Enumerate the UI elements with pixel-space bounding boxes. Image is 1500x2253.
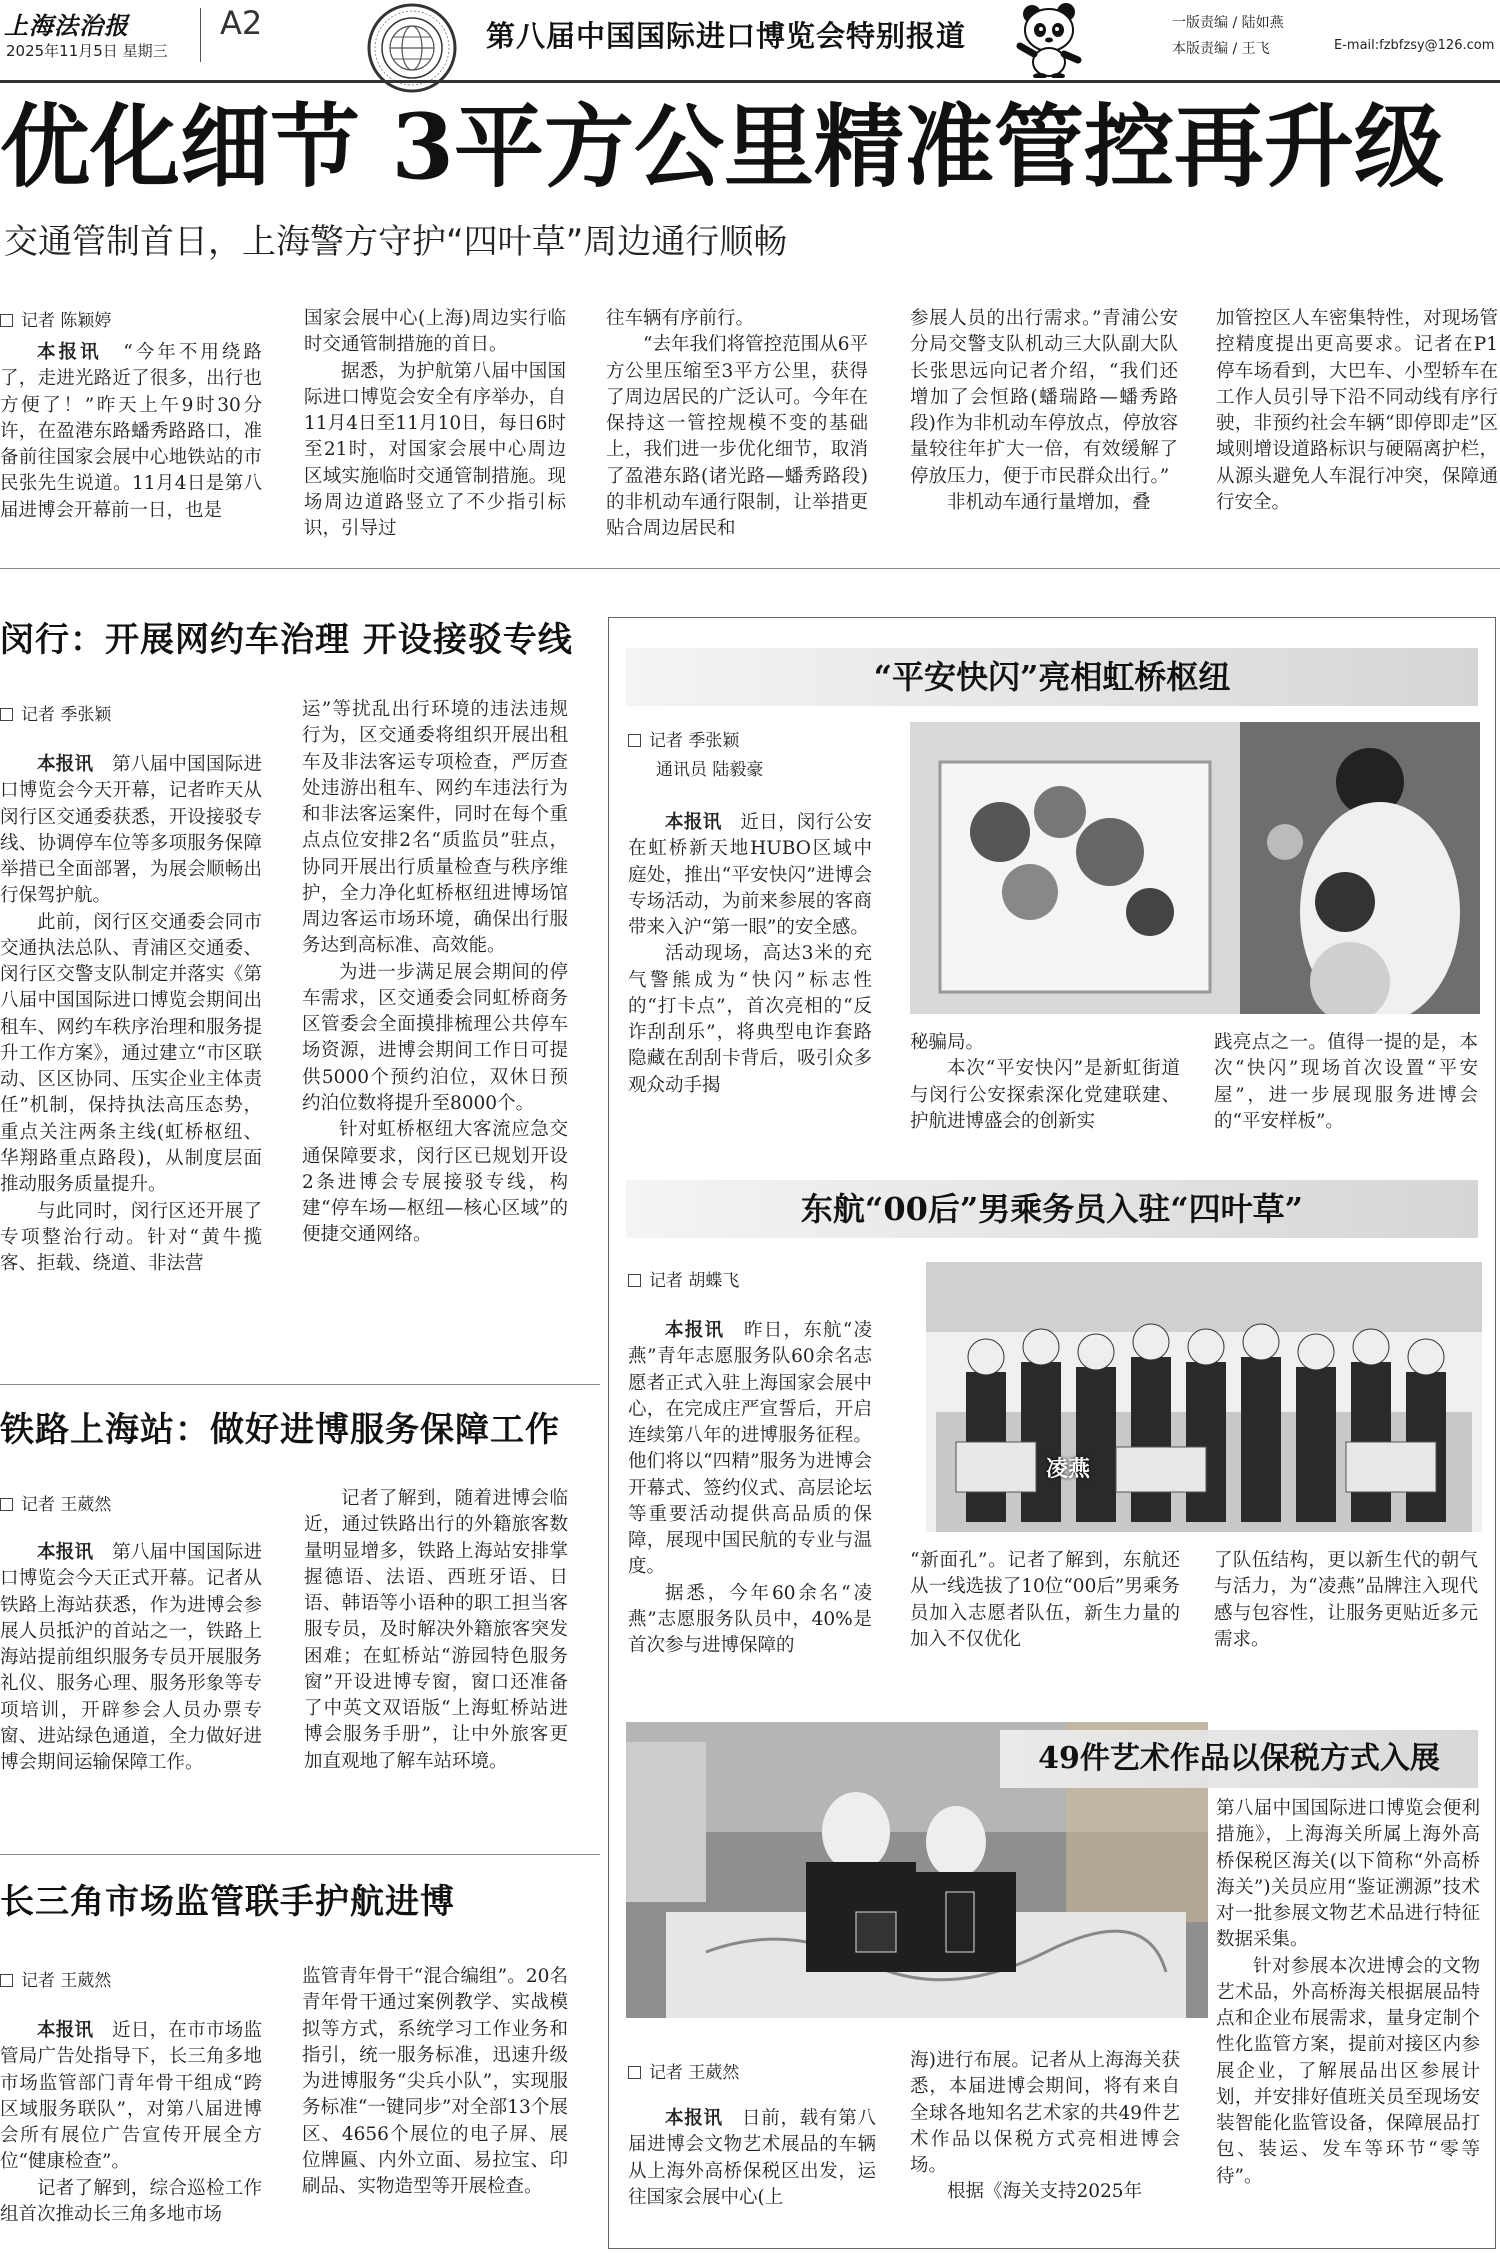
paragraph [910, 490, 1178, 516]
square-bullet-icon [0, 314, 13, 327]
paragraph [304, 306, 566, 359]
lead-story-bottom-rule [0, 568, 1500, 569]
paragraph-text: 秘骗局。 [910, 1032, 985, 1053]
paragraph [910, 2179, 1180, 2205]
paragraph [628, 810, 872, 941]
airline-byline: 记者 胡蝶飞 [628, 1266, 739, 1291]
airline-heading: 东航“00后”男乘务员入驻“四叶草” [626, 1180, 1478, 1238]
safety-byline: 记者 季张颖 [628, 726, 739, 751]
lead-story-col-3 [606, 306, 868, 542]
paragraph-text: 此前，闵行区交通委会同市交通执法总队、青浦区交通委、闵行区交警支队制定并落实《第八届中国国际进口博览会期间出租车、网约车秩序治理和服务提升工作方案》，通过建立“市区联动、区区协同、压实企业主体责任”机制，保持执法高压态势，重点关注两条主线(虹桥枢纽、华翔路重点路段)，从制度层面推动服务质量提升。 [0, 911, 262, 1196]
paragraph-text: 第八届中国国际进口博览会便利措施》，上海海关所属上海外高桥保税区海关(以下简称“外高桥海关”)关员应用“鉴证溯源”技术对一批参展文物艺术品进行特征数据采集。 [1216, 1798, 1480, 1951]
railway-col-2 [304, 1486, 568, 1775]
lead-story-col-4 [910, 306, 1178, 516]
minhang-bottom-rule [0, 1384, 600, 1385]
paragraph [910, 1548, 1180, 1653]
paragraph [1216, 1796, 1480, 1954]
main-headline: 优化细节 3平方公里精准管控再升级 [0, 94, 1444, 200]
safety-photo [910, 722, 1480, 1014]
lead-label: 本报讯 [37, 342, 124, 363]
paragraph [628, 941, 872, 1099]
paragraph-text: 针对虹桥枢纽大客流应急交通保障要求，闵行区已规划开设2条进博会专展接驳专线，构建“停车场—枢纽—核心区域”的便捷交通网络。 [302, 1119, 568, 1246]
railway-col-1 [0, 1540, 262, 1776]
paragraph [628, 2106, 876, 2211]
square-bullet-icon [0, 1974, 13, 1987]
paragraph-text: 记者了解到，随着进博会临近，通过铁路出行的外籍旅客数量明显增多，铁路上海站安排掌握德语、法语、西班牙语、日语、韩语等小语种的职工担当客服专员，及时解决外籍旅客突发困难；在虹桥站“游园特色服务窗”开设进博专窗，窗口还准备了中英文双语版“上海虹桥站进博会服务手册”，让中外旅客更加直观地了解车站环境。 [304, 1488, 568, 1772]
paragraph [0, 2018, 262, 2176]
paragraph [0, 1540, 262, 1776]
yrd-col-2 [302, 1964, 568, 2200]
minhang-heading: 闵行：开展网约车治理 开设接驳专线 [0, 620, 573, 660]
safety-byline-2: 通讯员 陆毅豪 [656, 760, 764, 780]
railway-heading: 铁路上海站：做好进博服务保障工作 [0, 1410, 560, 1450]
square-bullet-icon [628, 734, 641, 747]
minhang-col-1 [0, 752, 262, 1277]
paragraph-text: 与此同时，闵行区还开展了专项整治行动。针对“黄牛揽客、拒载、绕道、非法营 [0, 1200, 262, 1275]
editor-front: 一版责编 / 陆如燕 [1172, 15, 1284, 31]
paragraph-text: 记者了解到，综合巡检工作组首次推动长三角多地市场 [0, 2177, 262, 2225]
lead-story-byline: 记者 陈颖婷 [0, 306, 111, 331]
page-number: A2 [220, 4, 263, 42]
editor-page: 本版责编 / 王飞 [1172, 41, 1270, 57]
paragraph-text: 日前，载有第八届进博会文物艺术展品的车辆从上海外高桥保税区出发，运往国家会展中心(上 [628, 2108, 876, 2208]
paragraph-text: 近日，闵行公安在虹桥新天地HUBO区域中庭处，推出“平安快闪”进博会专场活动，为前来参展的客商带来入沪“第一眼”的安全感。 [628, 812, 872, 939]
lead-label: 本报讯 [37, 2020, 113, 2041]
art-col-right [1216, 1796, 1480, 2190]
safety-heading: “平安快闪”亮相虹桥枢纽 [626, 648, 1478, 706]
paragraph [910, 306, 1178, 490]
art-col-1 [628, 2106, 876, 2211]
paragraph [302, 1117, 568, 1248]
lead-story-col-1 [0, 340, 262, 524]
paragraph [628, 1581, 872, 1660]
minhang-byline: 记者 季张颖 [0, 700, 111, 725]
editor-email: E-mail:fzbfzsy@126.com [1334, 38, 1495, 53]
paragraph-text: 据悉，为护航第八届中国国际进口博览会安全有序举办，自11月4日至11月10日，每日6时至21时，对国家会展中心周边区域实施临时交通管制措施。现场周边道路竖立了不少指引标识，引导过 [304, 360, 566, 540]
lead-label: 本报讯 [37, 1542, 113, 1563]
lead-label: 本报讯 [665, 2108, 742, 2129]
airline-photo-sign: 凌燕 [1046, 1457, 1091, 1482]
paragraph-text: 第八届中国国际进口博览会今天正式开幕。记者从铁路上海站获悉，作为进博会参展人员抵沪的首站之一，铁路上海站提前组织服务专员开展服务礼仪、服务心理、服务形象等专项培训，开辟参会人员办票专窗、进站绿色通道，全力做好进博会期间运输保障工作。 [0, 1542, 262, 1774]
square-bullet-icon [0, 708, 13, 721]
airline-col-2 [910, 1548, 1180, 1653]
paragraph [910, 1056, 1180, 1135]
safety-col-2 [910, 1030, 1180, 1135]
paragraph-text: 本次“平安快闪”是新虹街道与闵行公安探索深化党建联建、护航进博盛会的创新实 [910, 1058, 1180, 1132]
panda-mascot-icon [1016, 2, 1088, 78]
paragraph [304, 359, 566, 543]
square-bullet-icon [628, 2066, 641, 2079]
paragraph-text: 践亮点之一。值得一提的是，本次“快闪”现场首次设置“平安屋”，进一步展现服务进博会的“平安样板”。 [1214, 1032, 1478, 1132]
paragraph [1214, 1030, 1478, 1135]
yrd-byline: 记者 王葳然 [0, 1966, 111, 1991]
paragraph-text: 往车辆有序前行。 [606, 308, 755, 329]
paragraph [606, 332, 868, 542]
square-bullet-icon [628, 1274, 641, 1287]
paragraph [1214, 1548, 1478, 1653]
safety-col-3 [1214, 1030, 1478, 1135]
paragraph-text: 参展人员的出行需求。”青浦公安分局交警支队机动三大队副大队长张思远向记者介绍，“我们还增加了会恒路(蟠瑞路—蟠秀路段)作为非机动车停放点，停放容量较往年扩大一倍，有效缓解了停放压力，便于市民群众出行。” [910, 308, 1178, 487]
paragraph [302, 960, 568, 1118]
paragraph-text: 根据《海关支持2025年 [947, 2181, 1143, 2203]
yrd-col-1 [0, 2018, 262, 2228]
newspaper-logo: 上海法治报 [4, 11, 129, 40]
paragraph-text: 加管控区人车密集特性，对现场管控精度提出更高要求。记者在P1停车场看到，大巴车、小型轿车在工作人员引导下沿不同动线有序行驶，非预约社会车辆“即停即走”区域则增设道路标识与硬隔离护栏，从源头避免人车混行冲突，保障通行安全。 [1216, 308, 1498, 513]
paragraph-text: 昨日，东航“凌燕”青年志愿服务队60余名志愿者正式入驻上海国家会展中心，在完成庄严宣誓后，开启连续第八年的进博服务征程。他们将以“四精”服务为进博会开幕式、签约仪式、高层论坛等重要活动提供高品质的保障，展现中国民航的专业与温度。 [628, 1320, 872, 1578]
paragraph [0, 340, 262, 524]
minhang-col-2 [302, 697, 568, 1249]
paragraph [628, 1318, 872, 1581]
paragraph [0, 1199, 262, 1278]
paragraph-text: 运”等扰乱出行环境的违法违规行为，区交通委将组织开展出租车及非法客运专项检查，严厉查处违游出租车、网约车违法行为和非法客运案件，同时在每个重点点位安排2名“质监员”驻点，协同开展出行质量检查与秩序维护，全力净化虹桥枢纽进博场馆周边客运市场环境，确保出行服务达到高标准、高效能。 [302, 699, 568, 957]
paragraph [606, 306, 868, 332]
lead-label: 本报讯 [37, 754, 113, 775]
paragraph-text: 非机动车通行量增加，叠 [947, 491, 1151, 513]
airline-photo [926, 1262, 1482, 1532]
special-report-title: 第八届中国国际进口博览会特别报道 [486, 19, 967, 53]
yrd-heading: 长三角市场监管联手护航进博 [0, 1882, 455, 1922]
paragraph [910, 2048, 1180, 2179]
paragraph-text: 近日，在市市场监管局广告处指导下，长三角多地市场监管部门青年骨干组成“跨区域服务联队”，对第八届进博会所有展位广告宣传开展全方位“健康检查”。 [0, 2020, 262, 2173]
paragraph-text: 据悉，今年60余名“凌燕”志愿服务队员中，40%是首次参与进博保障的 [628, 1582, 872, 1657]
lead-label: 本报讯 [665, 812, 741, 833]
masthead [0, 0, 1500, 78]
paragraph-text: 国家会展中心(上海)周边实行临时交通管制措施的首日。 [304, 308, 566, 356]
railway-byline: 记者 王葳然 [0, 1490, 111, 1515]
paragraph [1216, 1954, 1480, 2190]
masthead-rule [0, 80, 1500, 83]
paragraph [0, 910, 262, 1199]
paragraph-text: 为进一步满足展会期间的停车需求，区交通委会同虹桥商务区管委会全面摸排梳理公共停车场资源，进博会期间工作日可提供5000个预约泊位，双休日预约泊位数将提升至8000个。 [302, 961, 568, 1114]
paragraph [302, 1964, 568, 2200]
airline-col-1 [628, 1318, 872, 1659]
paragraph-text: 监管青年骨干“混合编组”。20名青年骨干通过案例教学、实战模拟等方式，系统学习工作业务和指引，统一服务标准，迅速升级为进博服务“尖兵小队”，实现服务标准“一键同步”对全部13个展区、4656个展位的电子屏、展位牌匾、内外立面、易拉宝、印刷品、实物造型等开展检查。 [302, 1966, 568, 2198]
paragraph [0, 752, 262, 910]
paragraph [1216, 306, 1498, 516]
paragraph-text: “今年不用绕路了，走进光路近了很多，出行也方便了！”昨天上午9时30分许，在盈港东路蟠秀路路口，准备前往国家会展中心地铁站的市民张先生说道。11月4日是第八届进博会开幕前一日，也是 [0, 342, 262, 521]
issue-date: 2025年11月5日 星期三 [6, 42, 168, 60]
lead-label: 本报讯 [665, 1320, 745, 1341]
art-col-2 [910, 2048, 1180, 2206]
paragraph-text: 了队伍结构，更以新生代的朝气与活力，为“凌燕”品牌注入现代感与包容性，让服务更贴近多元需求。 [1214, 1550, 1478, 1650]
art-heading: 49件艺术作品以保税方式入展 [1000, 1730, 1478, 1788]
paragraph-text: 活动现场，高达3米的充气警熊成为“快闪”标志性的“打卡点”，首次亮相的“反诈刮刮乐”，将典型电诈套路隐藏在刮刮卡背后，吸引众多观众动手揭 [628, 943, 872, 1096]
paragraph [910, 1030, 1180, 1056]
safety-col-1 [628, 810, 872, 1099]
paragraph-text: “去年我们将管控范围从6平方公里压缩至3平方公里，获得了周边居民的广泛认可。今年在保持这一管控规模不变的基础上，我们进一步优化细节，取消了盈港东路(诸光路—蟠秀路段)的非机动车通行限制，让举措更贴合周边居民和 [606, 334, 868, 540]
paragraph-text: 第八届中国国际进口博览会今天开幕，记者昨天从闵行区交通委获悉，开设接驳专线、协调停车位等多项服务保障举措已全面部署，为展会顺畅出行保驾护航。 [0, 754, 262, 907]
lead-story-col-5 [1216, 306, 1498, 516]
paragraph-text: 针对参展本次进博会的文物艺术品，外高桥海关根据展品特点和企业布展需求，量身定制个性化监管方案，提前对接区内参展企业，了解展品出区参展计划，并安排好值班关员至现场安装智能化监管设备，保障展品打包、装运、发车等环节“零等待”。 [1216, 1955, 1480, 2187]
railway-bottom-rule [0, 1854, 600, 1855]
art-byline: 记者 王葳然 [628, 2058, 739, 2083]
lead-story-col-2 [304, 306, 566, 542]
paragraph [304, 1486, 568, 1775]
paragraph [0, 2176, 262, 2229]
paragraph-text: 海)进行布展。记者从上海海关获悉，本届进博会期间，将有来自全球各地知名艺术家的共49件艺术作品以保税方式亮相进博会场。 [910, 2050, 1180, 2177]
divider-vertical [200, 8, 201, 62]
main-subtitle: 交通管制首日，上海警方守护“四叶草”周边通行顺畅 [4, 222, 788, 262]
airline-col-3 [1214, 1548, 1478, 1653]
paragraph-text: “新面孔”。记者了解到，东航还从一线选拔了10位“00后”男乘务员加入志愿者队伍，新生力量的加入不仅优化 [910, 1550, 1180, 1650]
paragraph [302, 697, 568, 960]
square-bullet-icon [0, 1498, 13, 1511]
